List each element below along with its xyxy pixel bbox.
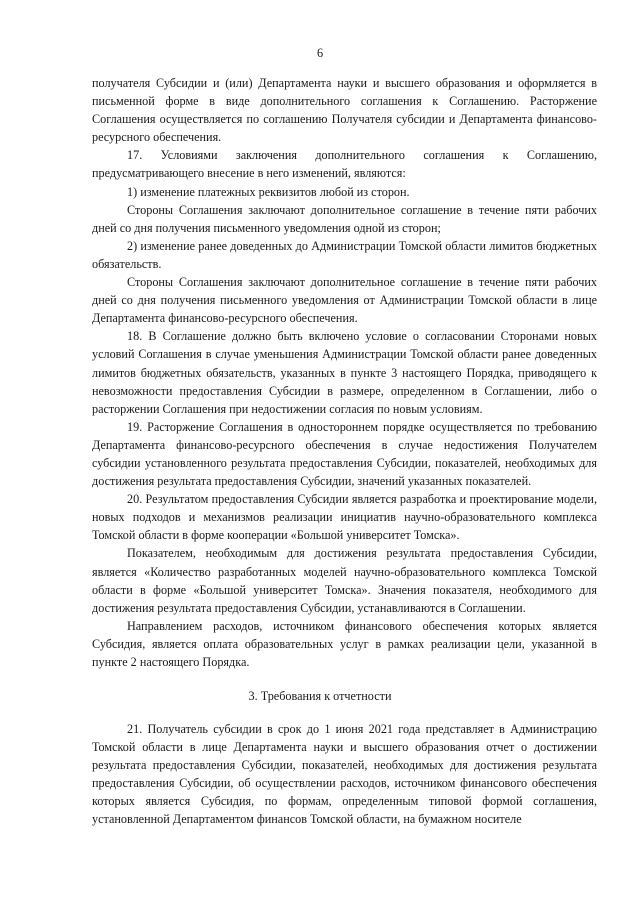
- paragraph: Стороны Соглашения заключают дополнительное соглашение в течение пяти рабочих дней со дня получения письменного уведомления от Администрации Томской области в лице Департамента финансово-ресурсного обеспечения.: [92, 275, 597, 326]
- paragraph: 1) изменение платежных реквизитов любой из сторон.: [127, 184, 410, 199]
- paragraph: 17. Условиями заключения дополнительного соглашения к Соглашению, предусматривающего внесение в него изменений, являются:: [92, 148, 597, 181]
- paragraph: 21. Получатель субсидии в срок до 1 июня 2021 года представляет в Администрацию Томской области в лице Департамента науки и высшего образования отчет о достижении результата предоставления Субсидии, показателей, необходимых для достижения результата предоставления Субсидии, об осуществлении расходов, источником финансового обеспечения которых является Субсидия, по формам, определенным типовой формой соглашения, установленной Департаментом финансов Томской области, на бумажном носителе: [92, 722, 597, 827]
- paragraph: 19. Расторжение Соглашения в одностороннем порядке осуществляется по требованию Департамента финансово-ресурсного обеспечения в случае недостижения Получателем субсидии установленного результата предоставления Субсидии, показателей, необходимых для достижения результата предоставления Субсидии, значений указанных показателей.: [92, 419, 597, 489]
- page-number: 6: [316, 46, 324, 60]
- paragraph: Показателем, необходимым для достижения результата предоставления Субсидии, является «Количество разработанных моделей научно-образовательного комплекса Томской области в форме «Большой университет Томска». Значения показателя, необходимого для достижения результата предоставления Субсидии, устанавливаются в Соглашении.: [92, 546, 597, 615]
- paragraph: Направлением расходов, источником финансового обеспечения которых является Субсидия, является оплата образовательных услуг в рамках реализации цели, указанной в пункте 2 настоящего Порядка.: [92, 618, 597, 669]
- paragraph: 2) изменение ранее доведенных до Администрации Томской области лимитов бюджетных обязательств.: [92, 238, 597, 271]
- paragraph: получателя Субсидии и (или) Департамента науки и высшего образования и оформляется в письменной форме в виде дополнительного соглашения к Соглашению. Расторжение Соглашения осуществляется по соглашению Получателя субсидии и Департамента финансово-ресурсного обеспечения.: [92, 76, 597, 145]
- paragraph: 20. Результатом предоставления Субсидии является разработка и проектирование модели, новых подходов и механизмов реализации инициатив научно-образовательного комплекса Томской области в форме кооперации «Большой университет Томска».: [92, 492, 597, 543]
- paragraph: 18. В Соглашение должно быть включено условие о согласовании Сторонами новых условий Соглашения в случае уменьшения Администрации Томской области ранее доведенных лимитов бюджетных обязательств, указанных в пункте 3 настоящего Порядка, приводящего к невозможности предоставления Субсидии в размере, определенном в Соглашении, либо о расторжении Соглашения при недостижении согласия по новым условиям.: [92, 329, 597, 416]
- paragraph: Стороны Соглашения заключают дополнительное соглашение в течение пяти рабочих дней со дня получения письменного уведомления одной из сторон;: [92, 202, 597, 235]
- section-title: 3. Требования к отчетности: [248, 689, 392, 703]
- section-body: [92, 720, 597, 829]
- body-text: [92, 74, 597, 671]
